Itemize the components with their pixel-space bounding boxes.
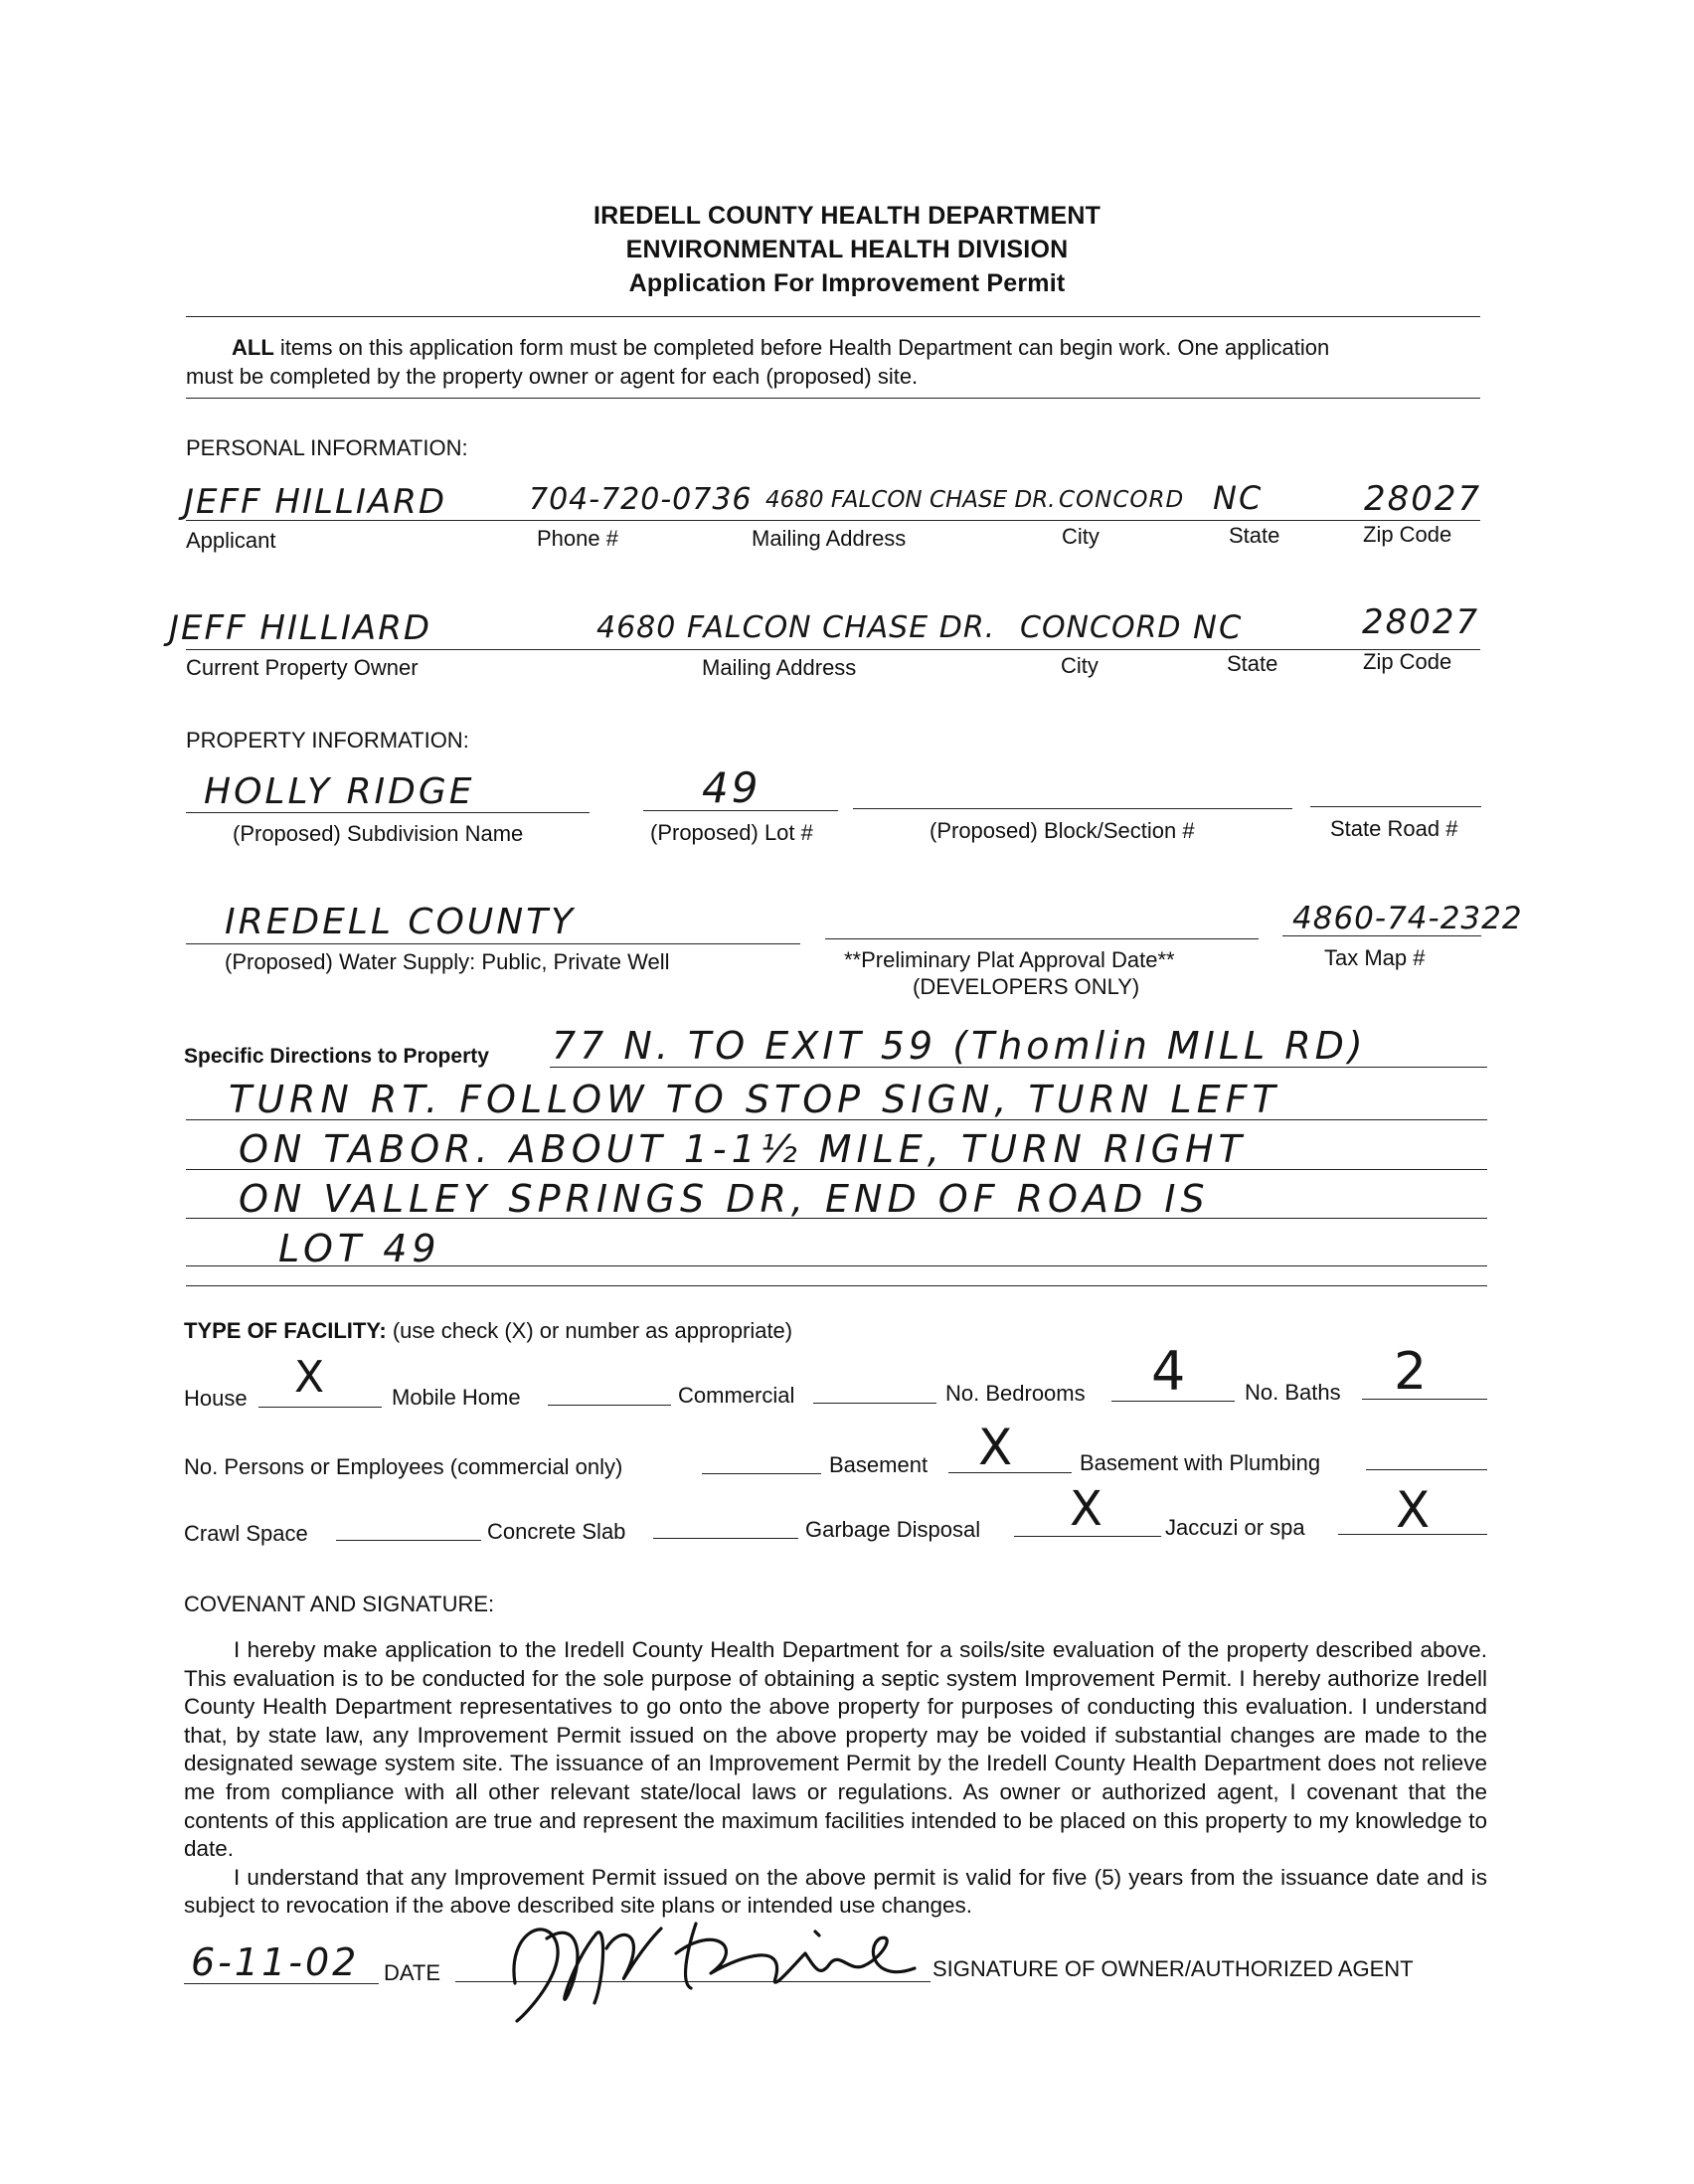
signature-label: SIGNATURE OF OWNER/AUTHORIZED AGENT	[932, 1956, 1414, 1981]
directions-underline-3	[186, 1169, 1487, 1170]
owner-state-label: State	[1227, 651, 1278, 676]
crawl-space-blank[interactable]	[336, 1540, 481, 1541]
water-underline	[186, 943, 800, 944]
state-road-label: State Road #	[1330, 816, 1458, 841]
owner-zip[interactable]: 28027	[1362, 602, 1480, 642]
directions-line-1[interactable]: 77 N. TO EXIT 59 (Thomlin MILL RD)	[552, 1024, 1367, 1068]
commercial-blank[interactable]	[813, 1403, 936, 1404]
owner-underline	[186, 649, 1480, 650]
garbage-disposal-label: Garbage Disposal	[805, 1517, 981, 1542]
facility-heading: TYPE OF FACILITY: (use check (X) or number as appropriate)	[184, 1318, 793, 1343]
signature-date[interactable]: 6-11-02	[191, 1940, 360, 1984]
phone-label: Phone #	[537, 526, 618, 551]
state-label: State	[1229, 523, 1280, 548]
applicant-phone[interactable]: 704-720-0736	[529, 482, 753, 517]
handwritten-signature[interactable]	[487, 1894, 934, 2028]
house-blank	[258, 1407, 382, 1408]
basement-label: Basement	[829, 1452, 929, 1477]
property-info-heading: PROPERTY INFORMATION:	[186, 728, 469, 753]
applicant-underline	[186, 520, 1480, 521]
jacuzzi-label: Jaccuzi or spa	[1165, 1515, 1305, 1540]
date-label: DATE	[384, 1960, 441, 1985]
block-underline	[853, 808, 1292, 809]
mobile-home-label: Mobile Home	[392, 1385, 521, 1410]
owner-city-label: City	[1061, 653, 1099, 678]
basement-check[interactable]: X	[978, 1419, 1013, 1476]
covenant-heading: COVENANT AND SIGNATURE:	[184, 1592, 495, 1616]
directions-line-3[interactable]: ON TABOR. ABOUT 1-1½ MILE, TURN RIGHT	[239, 1127, 1247, 1171]
date-underline	[184, 1983, 379, 1984]
owner-city[interactable]: CONCORD	[1020, 610, 1182, 645]
baths-value[interactable]: 2	[1394, 1342, 1428, 1402]
directions-line-5[interactable]: LOT 49	[278, 1227, 441, 1270]
basement-plumbing-blank[interactable]	[1366, 1469, 1487, 1470]
directions-underline-4	[186, 1218, 1487, 1219]
baths-label: No. Baths	[1245, 1380, 1341, 1405]
jacuzzi-check[interactable]: X	[1396, 1481, 1431, 1539]
directions-underline-5	[186, 1265, 1487, 1266]
directions-underline-2	[186, 1119, 1487, 1120]
form-title: Application For Improvement Permit	[628, 269, 1066, 297]
header-rule	[186, 316, 1480, 317]
lot-label: (Proposed) Lot #	[650, 820, 813, 845]
intro-line-2: must be completed by the property owner or agent for each (proposed) site.	[186, 364, 919, 389]
subdivision-underline	[186, 812, 590, 813]
tax-map-label: Tax Map #	[1324, 945, 1426, 970]
block-label: (Proposed) Block/Section #	[930, 818, 1195, 843]
applicant-city[interactable]: CONCORD	[1059, 487, 1185, 513]
developers-only-label: (DEVELOPERS ONLY)	[913, 974, 1140, 999]
mobile-home-blank[interactable]	[548, 1405, 671, 1406]
plat-underline	[825, 938, 1259, 939]
applicant-zip[interactable]: 28027	[1364, 479, 1482, 519]
crawl-space-label: Crawl Space	[184, 1521, 308, 1546]
applicant-address[interactable]: 4680 FALCON CHASE DR.	[765, 487, 1056, 513]
covenant-paragraph-2: I understand that any Improvement Permit issued on the above permit is valid for five (5) years from the issuance date and is subject to revocation if the above described site plans or intended use changes.	[184, 1864, 1487, 1919]
owner-address-label: Mailing Address	[702, 655, 857, 680]
road-underline	[1310, 806, 1481, 807]
basement-plumbing-label: Basement with Plumbing	[1080, 1450, 1321, 1475]
zip-label: Zip Code	[1363, 522, 1452, 547]
house-check[interactable]: X	[294, 1352, 325, 1403]
tax-map-number[interactable]: 4860-74-2322	[1292, 901, 1523, 936]
lot-underline	[643, 810, 838, 811]
subdivision-label: (Proposed) Subdivision Name	[233, 821, 524, 846]
water-supply[interactable]: IREDELL COUNTY	[225, 902, 577, 942]
owner-label: Current Property Owner	[186, 655, 419, 680]
concrete-slab-blank[interactable]	[653, 1538, 798, 1539]
applicant-name[interactable]: JEFF HILLIARD	[184, 482, 446, 522]
owner-name[interactable]: JEFF HILLIARD	[169, 608, 431, 648]
house-label: House	[184, 1386, 248, 1411]
tax-underline	[1282, 935, 1481, 936]
department-title: IREDELL COUNTY HEALTH DEPARTMENT	[593, 202, 1101, 230]
concrete-slab-label: Concrete Slab	[487, 1519, 626, 1544]
city-label: City	[1062, 524, 1100, 549]
subdivision-name[interactable]: HOLLY RIDGE	[204, 771, 475, 812]
owner-address[interactable]: 4680 FALCON CHASE DR.	[596, 610, 996, 645]
personal-info-heading: PERSONAL INFORMATION:	[186, 435, 468, 460]
directions-label: Specific Directions to Property	[184, 1045, 489, 1068]
applicant-label: Applicant	[186, 528, 276, 553]
directions-line-4[interactable]: ON VALLEY SPRINGS DR, END OF ROAD IS	[239, 1177, 1210, 1221]
persons-employees-label: No. Persons or Employees (commercial only)	[184, 1454, 623, 1479]
directions-underline-1	[550, 1067, 1487, 1068]
intro-rule	[186, 398, 1480, 399]
plat-approval-label: **Preliminary Plat Approval Date**	[844, 947, 1175, 972]
persons-blank[interactable]	[702, 1473, 821, 1474]
applicant-state[interactable]: NC	[1213, 479, 1264, 517]
covenant-paragraph-1: I hereby make application to the Iredell County Health Department for a soils/site evaluation of the property described above. This evaluation is to be conducted for the sole purpose of obtaining a septic system Improvement Permit. I hereby authorize Iredell County Health Department representatives to go onto the above property for purposes of conducting this evaluation. I understand that, by state law, any Improvement Permit issued on the above property may be voided if substantial changes are made to the designated sewage system site. The issuance of an Improvement Permit by the Iredell County Health Department does not relieve me from compliance with all other relevant state/local laws or regulations. As owner or authorized agent, I covenant that the contents of this application are true and represent the maximum facilities intended to be placed on this property to my knowledge to date.	[184, 1637, 1487, 1862]
commercial-label: Commercial	[678, 1383, 795, 1408]
mailing-address-label: Mailing Address	[752, 526, 907, 551]
garbage-disposal-check[interactable]: X	[1070, 1481, 1102, 1537]
lot-number[interactable]: 49	[702, 763, 762, 812]
water-supply-label: (Proposed) Water Supply: Public, Private Well	[225, 949, 670, 974]
intro-line-1: ALL items on this application form must be completed before Health Department can begin work. One application	[232, 335, 1330, 360]
owner-state[interactable]: NC	[1193, 608, 1244, 646]
directions-line-2[interactable]: TURN RT. FOLLOW TO STOP SIGN, TURN LEFT	[229, 1078, 1280, 1121]
division-title: ENVIRONMENTAL HEALTH DIVISION	[625, 236, 1069, 263]
bedrooms-label: No. Bedrooms	[945, 1381, 1086, 1406]
covenant-text	[184, 1636, 1487, 1921]
bedrooms-value[interactable]: 4	[1151, 1340, 1186, 1403]
owner-zip-label: Zip Code	[1363, 649, 1452, 674]
directions-section-rule	[186, 1285, 1487, 1286]
